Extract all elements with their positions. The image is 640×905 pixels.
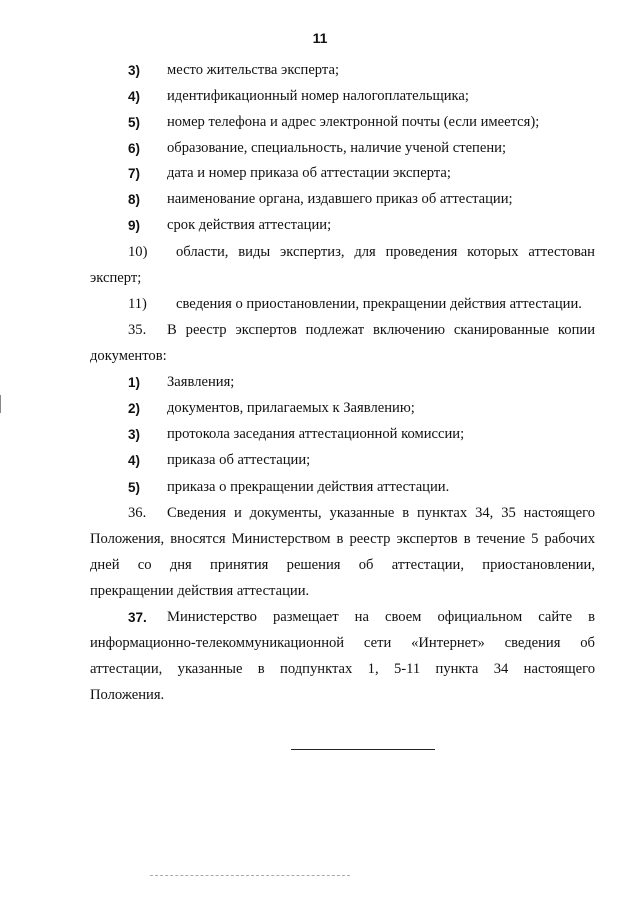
item-text-continuation: эксперт; (90, 270, 142, 286)
item-text: протокола заседания аттестационной комиссии; (167, 426, 465, 442)
item-number: 10) (128, 244, 148, 260)
item-text: дата и номер приказа об аттестации эксперта; (167, 165, 451, 181)
item-number: 11) (128, 296, 147, 312)
item-number: 4) (128, 89, 141, 104)
item-text: место жительства эксперта; (167, 62, 339, 78)
page-number: 11 (312, 30, 328, 46)
item-text: документов, прилагаемых к Заявлению; (167, 400, 415, 416)
item-text: Заявления; (167, 374, 235, 390)
item-number: 5) (128, 115, 141, 130)
item-number: 8) (128, 192, 141, 207)
paragraph-text-line: Положения, вносятся Министерством в реестр экспертов в течение 5 рабочих (90, 531, 595, 547)
paragraph-text-line: Сведения и документы, указанные в пунктах 34, 35 настоящего (167, 505, 595, 521)
item-number: 1) (128, 375, 141, 390)
item-text: приказа о прекращении действия аттестации. (167, 479, 450, 495)
footer-rule (150, 875, 350, 876)
paragraph-text-line: документов: (90, 348, 167, 364)
item-number: 9) (128, 218, 141, 233)
item-number: 6) (128, 141, 141, 156)
paragraph-number: 37. (128, 610, 147, 625)
paragraph-text-line: дней со дня принятия решения об аттестации, приостановлении, (90, 557, 595, 573)
paragraph-text-line: Министерство размещает на своем официальном сайте в (167, 609, 595, 625)
item-text: номер телефона и адрес электронной почты (если имеется); (167, 114, 540, 130)
item-text: наименование органа, издавшего приказ об аттестации; (167, 191, 513, 207)
item-number: 4) (128, 453, 141, 468)
item-number: 5) (128, 480, 141, 495)
item-text-line: области, виды экспертиз, для проведения которых аттестован (176, 244, 595, 260)
item-text: идентификационный номер налогоплательщика; (167, 88, 469, 104)
paragraph-text-line: В реестр экспертов подлежат включению сканированные копии (167, 322, 595, 338)
item-text: сведения о приостановлении, прекращении действия аттестации. (176, 296, 582, 312)
paragraph-text-line: прекращении действия аттестации. (90, 583, 310, 599)
item-text: срок действия аттестации; (167, 217, 332, 233)
item-number: 3) (128, 427, 141, 442)
paragraph-text-line: Положения. (90, 687, 165, 703)
paragraph-text-line: информационно-телекоммуникационной сети «Интернет» сведения об (90, 635, 595, 651)
end-rule (291, 749, 435, 750)
paragraph-text-line: аттестации, указанные в подпунктах 1, 5-11 пункта 34 настоящего (90, 661, 595, 677)
item-number: 3) (128, 63, 141, 78)
item-number: 2) (128, 401, 141, 416)
item-number: 7) (128, 166, 141, 181)
paragraph-number: 35. (128, 322, 147, 338)
left-edge-mark (0, 395, 1, 413)
paragraph-number: 36. (128, 505, 147, 521)
item-text: образование, специальность, наличие ученой степени; (167, 140, 507, 156)
item-text: приказа об аттестации; (167, 452, 311, 468)
